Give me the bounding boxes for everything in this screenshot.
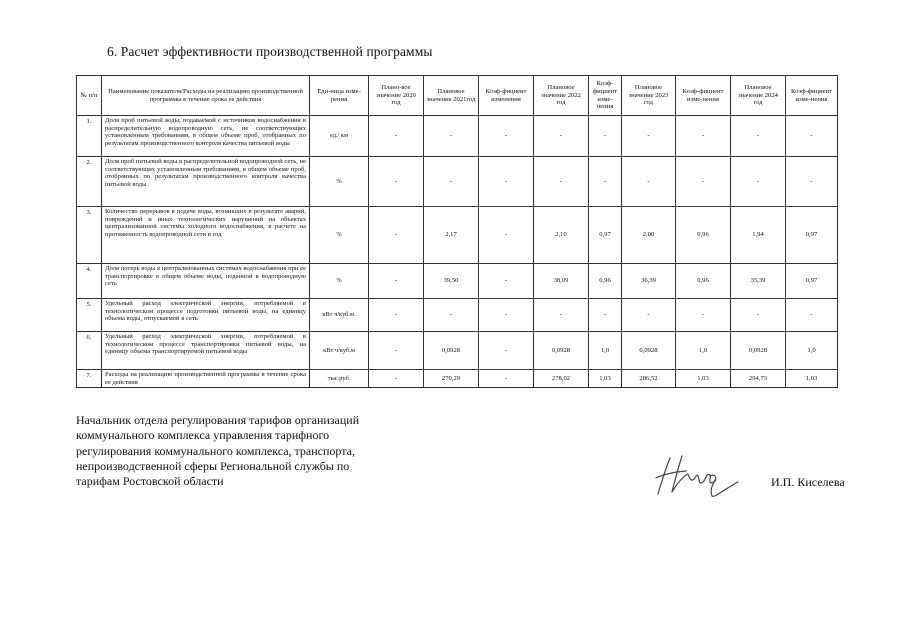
row-value: - [479,116,534,157]
row-value: - [676,116,731,157]
row-indicator-name: Доля проб питьевой воды в распределительной водопроводной сеть, не соответствующих установленным требованиям, в общем объеме проб, отобранных по результатам производственного контроля качества питьевой воды [102,157,310,207]
row-value: - [622,157,676,207]
row-value: - [369,332,424,370]
row-value: - [731,299,786,332]
table-body [77,116,838,388]
row-value: - [534,116,589,157]
page-title: 6. Расчет эффективности производственной программы [107,44,433,59]
row-value: 0,0928 [534,332,589,370]
row-unit: тыс.руб. [310,370,369,388]
table-row [77,157,838,207]
row-value: - [369,299,424,332]
row-unit: % [310,207,369,264]
row-unit: % [310,157,369,207]
header-unit: Еди-ница изме-рения [310,76,369,116]
row-number: 2. [77,157,102,207]
row-value: - [786,157,838,207]
row-value: - [369,157,424,207]
row-value: 294,73 [731,370,786,388]
row-value: 0,0928 [731,332,786,370]
row-value: 286,52 [622,370,676,388]
header-plan-2020: Плано-вое значение 2020 год [369,76,424,116]
row-value: - [479,332,534,370]
row-unit: ед./ км [310,116,369,157]
row-value: 1,0 [786,332,838,370]
table-row [77,370,838,388]
row-unit: % [310,264,369,299]
row-value: 2,17 [424,207,479,264]
row-value: 38,09 [534,264,589,299]
row-value: 2,00 [622,207,676,264]
header-coef-2023: Коэф-фициент изме-нения [676,76,731,116]
row-value: - [369,370,424,388]
row-value: 39,50 [424,264,479,299]
row-value: 0,96 [676,207,731,264]
row-value: - [622,299,676,332]
row-value: - [369,207,424,264]
row-value: 0,96 [589,264,622,299]
header-num: № п/п [77,76,102,116]
table-header-row [77,76,838,116]
row-value: 1,0 [589,332,622,370]
table-row [77,116,838,157]
row-value: - [369,116,424,157]
row-value: - [534,299,589,332]
position-line: регулирования коммунального комплекса, транспорта, [76,443,355,458]
table-row [77,332,838,370]
signer-name: И.П. Киселева [771,475,845,489]
row-value: 0,0928 [424,332,479,370]
row-value: 1,03 [676,370,731,388]
row-number: 3. [77,207,102,264]
row-value: - [589,299,622,332]
row-value: 35,39 [731,264,786,299]
table-row [77,207,838,264]
header-plan-2024: Плановое значение 2024 год [731,76,786,116]
row-number: 7. [77,370,102,388]
row-unit: кВт ч/куб.м [310,332,369,370]
row-value: - [589,157,622,207]
row-value: - [534,157,589,207]
row-number: 6. [77,332,102,370]
row-value: - [786,116,838,157]
row-value: 1,03 [786,370,838,388]
header-coef-2021: Коэф-фициент изменения [479,76,534,116]
row-indicator-name: Удельный расход электрической энергии, потребляемой в технологическом процессе подготовки питьевой воды, на единицу объема воды, отпускаемой в сеть [102,299,310,332]
row-value: 36,39 [622,264,676,299]
header-plan-2021: Плановое значение 2021год [424,76,479,116]
row-value: - [786,299,838,332]
row-number: 1. [77,116,102,157]
row-value: 0,97 [786,207,838,264]
row-value: - [731,157,786,207]
row-value: - [676,299,731,332]
table-row [77,264,838,299]
row-value: - [731,116,786,157]
position-line: коммунального комплекса управления тарифного [76,428,330,443]
row-value: - [424,299,479,332]
row-indicator-name: Расходы на реализацию производственной программы в течение срока ее действия [102,370,310,388]
row-value: 0,97 [589,207,622,264]
position-line: тарифам Ростовской области [76,474,224,489]
row-value: - [479,264,534,299]
row-value: 0,0928 [622,332,676,370]
row-indicator-name: Удельный расход электрической энергии, потребляемой в технологическом процессе транспортировки питьевой воды, на единицу объема транспортируемой питьевой воды [102,332,310,370]
row-value: 1,0 [676,332,731,370]
header-name: Наименование показателя/Расходы на реализацию производственной программы в течение срока ее действия [102,76,310,116]
header-coef-2024: Коэф-фициент изме-нения [786,76,838,116]
row-value: 2,10 [534,207,589,264]
table-header [77,76,838,116]
row-number: 5. [77,299,102,332]
efficiency-table [76,75,838,388]
row-value: - [424,157,479,207]
row-indicator-name: Количество перерывов в подаче воды, возникших в результате аварий, повреждений и иных технологических нарушений на объектах централизованной системы холодного водоснабжения, в расчете на протяженность водопроводной сети в год [102,207,310,264]
table-row [77,299,838,332]
row-value: - [369,264,424,299]
row-value: - [424,116,479,157]
row-value: - [622,116,676,157]
signatory-position [76,413,359,489]
row-value: 1,94 [731,207,786,264]
row-value: - [589,116,622,157]
row-value: - [479,299,534,332]
row-value: 1,03 [589,370,622,388]
position-line: Начальник отдела регулирования тарифов организаций [76,413,360,427]
row-number: 4. [77,264,102,299]
row-indicator-name: Доля потерь воды в централизованных системах водоснабжения при ее транспортировке в общем объеме воды, поданной в водопроводную сеть [102,264,310,299]
row-value: 278,02 [534,370,589,388]
row-value: 270,29 [424,370,479,388]
row-value: 0,97 [786,264,838,299]
header-plan-2023: Плановое значение 2023 год [622,76,676,116]
row-value: - [676,157,731,207]
row-value: - [479,370,534,388]
row-unit: кВт ч/куб.м. [310,299,369,332]
signature-icon [648,452,740,500]
header-coef-2022: Коэф-фициент изме-нения [589,76,622,116]
row-indicator-name: Доля проб питьевой воды, подаваемой с источников водоснабжения в распределительную водопроводную сеть, не соответствующих установленным требованиям, в общем объеме проб, отобранных по результатам производственного контроля качества питьевой воды [102,116,310,157]
header-plan-2022: Плановое значение 2022 год [534,76,589,116]
row-value: - [479,207,534,264]
row-value: 0,96 [676,264,731,299]
row-value: - [479,157,534,207]
position-line: непроизводственной сферы Региональной службы по [76,458,350,473]
